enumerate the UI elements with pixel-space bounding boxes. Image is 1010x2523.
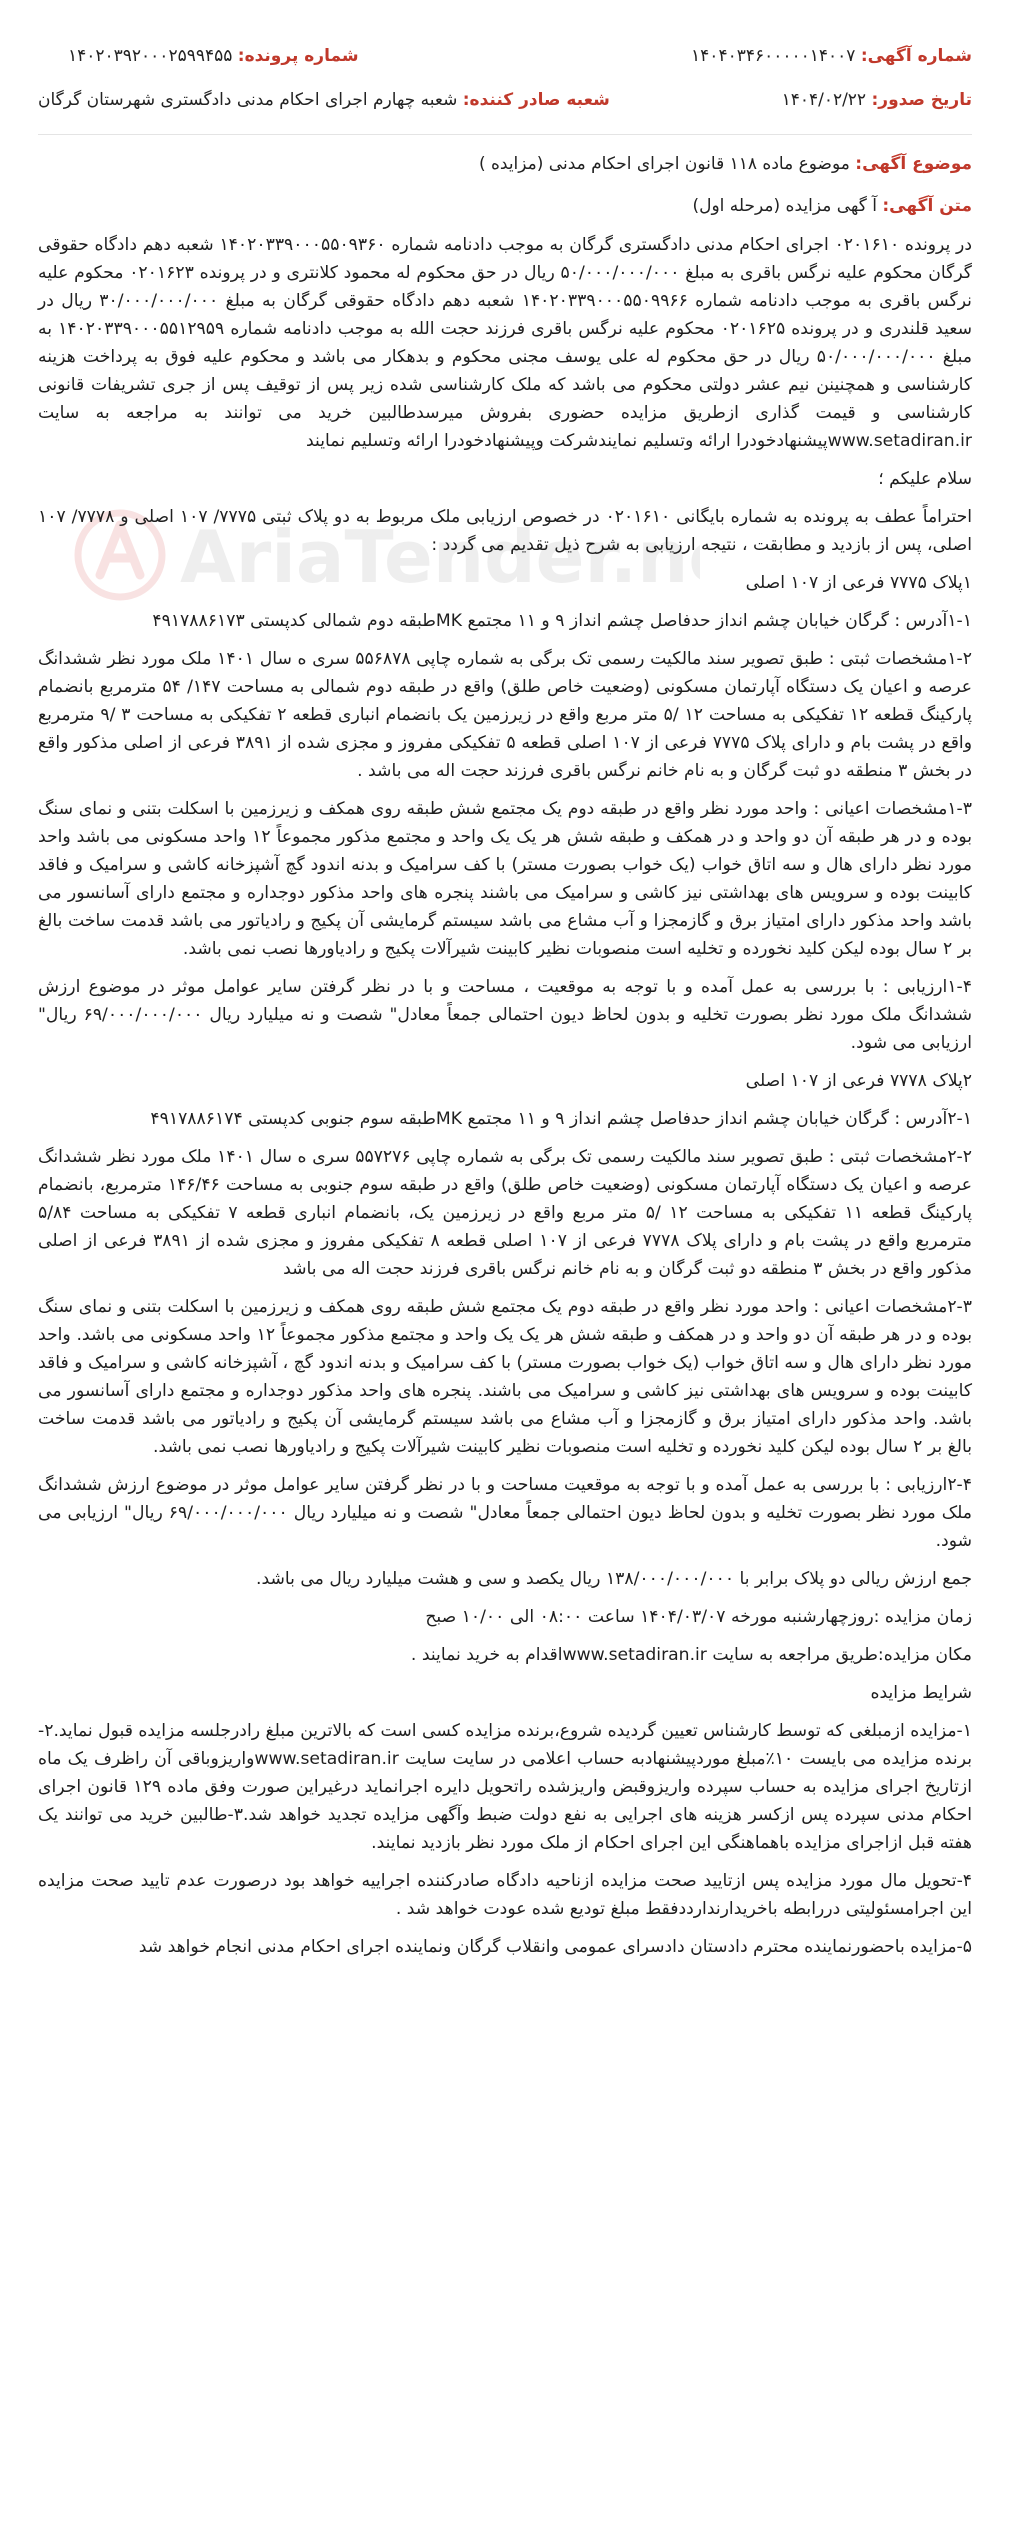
plot-2-valuation: ۲-۴ارزیابی : با بررسی به عمل آمده و با توجه به موقعیت مساحت و با در نظر گرفتن سایر عوامل موثر در موضوع ارزش ششدانگ ملک مورد نظر بصورت تخلیه و بدون لحاظ دیون احتمالی جمعاً معادل" شصت و نه میلیارد ریال ۶۹/۰۰۰/۰۰۰/۰۰۰ ریال" ارزیابی می شود. bbox=[38, 1475, 972, 1551]
auction-conditions-title: شرایط مزایده bbox=[870, 1683, 972, 1703]
ad-number-value: ۱۴۰۴۰۳۴۶۰۰۰۰۰۱۴۰۰۷ bbox=[691, 46, 856, 66]
case-number-label: شماره پرونده: bbox=[237, 46, 359, 66]
ad-number bbox=[691, 40, 972, 72]
issuing-branch-label: شعبه صادر کننده: bbox=[462, 90, 610, 110]
notice-body bbox=[38, 231, 972, 1961]
header-divider bbox=[38, 134, 972, 135]
plot-2-registration: ۲-۲مشخصات ثبتی : طبق تصویر سند مالکیت رسمی تک برگی به شماره چاپی ۵۵۷۲۷۶ سری ه سال ۱۴۰۱ ملک مورد نظر ششدانگ عرصه و اعیان یک دستگاه آپارتمان مسکونی (وضعیت خاص طلق) واقع در طبقه سوم جنوبی به مساحت ۱۴۶/۴۶ مترمربع، بانضمام پارکینگ قطعه ۱۱ تفکیکی به مساحت ۱۲ /۵ متر مربع واقع در زیرزمین یک، بانضمام انباری قطعه ۷ تفکیکی به مساحت ۵/۸۴ مترمربع واقع در پشت بام و دارای پلاک ۷۷۷۸ فرعی از ۱۰۷ اصلی قطعه ۸ تفکیکی مفروز و مجزی شده از ۳۸۹۱ فرعی از اصلی مذکور واقع در بخش ۳ منطقه دو ثبت گرگان و به نام خانم نرگس باقری فرزند حجت اله می باشد bbox=[38, 1147, 972, 1279]
watermark-text: AriaTender.n bbox=[180, 515, 689, 599]
plot-1-address: ۱-۱آدرس : گرگان خیابان چشم انداز حدفاصل چشم انداز ۹ و ۱۱ مجتمع MKطبقه دوم شمالی کدپستی ۴۹۱۷۸۸۶۱۷۳ bbox=[152, 611, 972, 631]
auction-condition-5: ۵-مزایده باحضورنماینده محترم دادستان دادسرای عمومی وانقلاب گرگان ونماینده اجرای احکام مدنی انجام خواهد شد bbox=[138, 1937, 972, 1957]
issuing-branch-value: شعبه چهارم اجرای احکام مدنی دادگستری شهرستان گرگان bbox=[38, 90, 458, 110]
subject-label: موضوع آگهی: bbox=[855, 154, 972, 174]
case-number bbox=[68, 40, 359, 72]
body-paragraph-reference: احتراماً عطف به پرونده به شماره بایگانی ۰۲۰۱۶۱۰ در خصوص ارزیابی ملک مربوط به دو پلاک ثبتی ۷۷۷۵/ ۱۰۷ اصلی و ۷۷۷۸/ ۱۰۷ اصلی، پس از بازدید و مطابقت ، نتیجه ارزیابی به شرح ذیل تقدیم می گردد : bbox=[38, 507, 973, 555]
total-value: جمع ارزش ریالی دو پلاک برابر با ۱۳۸/۰۰۰/۰۰۰/۰۰۰ ریال یکصد و سی و هشت میلیارد ریال می باشد. bbox=[255, 1569, 972, 1589]
auction-condition-4: ۴-تحویل مال مورد مزایده پس ازتایید صحت مزایده ازناحیه دادگاه صادرکننده اجراییه خواهد بود درصورت عدم تایید صحت مزایده این اجرامسئولیتی دررابطه باخریدارندارددفقط مبلغ تودیع شده عودت خواهد شد . bbox=[38, 1871, 972, 1919]
subject-line bbox=[38, 149, 972, 179]
body-paragraph-greeting: سلام علیکم ؛ bbox=[878, 469, 972, 489]
plot-2-title: ۲پلاک ۷۷۷۸ فرعی از ۱۰۷ اصلی bbox=[745, 1071, 972, 1091]
notice-header bbox=[38, 0, 972, 116]
auction-condition-1-3: ۱-مزایده ازمبلغی که توسط کارشناس تعیین گردیده شروع،برنده مزایده کسی است که بالاترین مبلغ رادرجلسه مزایده قبول نماید.۲-برنده مزایده می بایست ۱۰٪مبلغ موردپیشنهادبه حساب اعلامی در سایت سایت www.setadiran.irواریزوباقی آن راظرف یک ماه ازتاریخ اجرای مزایده به حساب سپرده واریزوقبض واریزشده راتحویل دایره اجرانماید درغیراین صورت وفق ماده ۱۲۹ قانون اجرای احکام مدنی سپرده پس ازکسر هزینه های اجرایی به نفع دولت ضبط وآگهی مزایده تجدید خواهد شد.۳-طالبین خرید می توانند یک هفته قبل ازاجرای مزایده باهماهنگی این اجرای احکام از ملک مورد نظر بازدید نمایند. bbox=[38, 1721, 972, 1853]
plot-1-valuation: ۱-۴ارزیابی : با بررسی به عمل آمده و با توجه به موقعیت ، مساحت و با در نظر گرفتن سایر عوامل موثر در موضوع ارزش ششدانگ ملک مورد نظر بصورت تخلیه و بدون لحاظ دیون احتمالی جمعاً معادل" شصت و نه میلیارد ریال ۶۹/۰۰۰/۰۰۰/۰۰۰ ریال" ارزیابی می شود. bbox=[38, 977, 972, 1053]
ad-text-line bbox=[38, 191, 972, 221]
issuing-branch bbox=[38, 84, 610, 116]
meta-row-2 bbox=[38, 84, 972, 116]
auction-time: زمان مزایده :روزچهارشنبه مورخه ۱۴۰۴/۰۳/۰۷ ساعت ۰۸:۰۰ الی ۱۰/۰۰ صبح bbox=[425, 1607, 972, 1627]
plot-1-registration: ۱-۲مشخصات ثبتی : طبق تصویر سند مالکیت رسمی تک برگی به شماره چاپی ۵۵۶۸۷۸ سری ه سال ۱۴۰۱ ملک مورد نظر ششدانگ عرصه و اعیان یک دستگاه آپارتمان مسکونی (وضعیت خاص طلق) واقع در طبقه دوم شمالی به مساحت ۱۴۷/ ۵۴ مترمربع بانضمام پارکینگ قطعه ۱۲ تفکیکی به مساحت ۱۲ /۵ متر مربع واقع در زیرزمین یک بانضمام انباری قطعه ۲ تفکیکی به مساحت ۳ /۹ مترمربع واقع در پشت بام و دارای پلاک ۷۷۷۵ فرعی از ۱۰۷ اصلی قطعه ۵ تفکیکی مفروز و مجزی شده از ۳۸۹۱ فرعی از اصلی مذکور واقع در بخش ۳ منطقه دو ثبت گرگان و به نام خانم نرگس باقری فرزند حجت اله می باشد . bbox=[38, 649, 973, 781]
auction-place: مکان مزایده:طریق مراجعه به سایت www.setadiran.irاقدام به خرید نمایند . bbox=[410, 1645, 972, 1665]
subject-value: موضوع ماده ۱۱۸ قانون اجرای احکام مدنی (مزایده ) bbox=[478, 154, 850, 174]
body-paragraph-intro: در پرونده ۰۲۰۱۶۱۰ اجرای احکام مدنی دادگستری گرگان به موجب دادنامه شماره ۱۴۰۲۰۳۳۹۰۰۰۵۵۰۹۳۶۰ شعبه دهم دادگاه حقوقی گرگان محکوم علیه نرگس باقری به مبلغ ۵۰/۰۰۰/۰۰۰/۰۰۰ ریال در حق محکوم له محمود کلانتری و در پرونده ۰۲۰۱۶۲۳ محکوم علیه نرگس باقری به موجب دادنامه شماره ۱۴۰۲۰۳۳۹۰۰۰۵۵۰۹۹۶۶ شعبه دهم دادگاه حقوقی گرگان به مبلغ ۳۰/۰۰۰/۰۰۰/۰۰۰ ریال در سعید قلندری و در پرونده ۰۲۰۱۶۲۵ محکوم علیه نرگس باقری فرزند حجت الله به موجب دادنامه شماره ۱۴۰۲۰۳۳۹۰۰۰۵۵۱۲۹۵۹ به مبلغ ۵۰/۰۰۰/۰۰۰/۰۰۰ ریال در حق محکوم له علی یوسف مجنی محکوم و بدهکار می باشد و محکوم علیه فوق به پرداخت هزینه کارشناسی و همچنینن نیم عشر دولتی محکوم می باشد که ملک کارشناسی شده زیر پس از توقیف پس از جری تشریفات قانونی کارشناسی و قیمت گذاری ازطریق مزایده حضوری بفروش میرسدطالبین خرید می توانند به مراجعه به سایت www.setadiran.irپیشنهادخودرا ارائه وتسلیم نمایندشرکت وپیشنهادخودرا ارائه وتسلیم نمایند bbox=[38, 235, 972, 451]
issue-date-value: ۱۴۰۴/۰۲/۲۲ bbox=[781, 90, 867, 110]
plot-2-building: ۲-۳مشخصات اعیانی : واحد مورد نظر واقع در طبقه دوم یک مجتمع شش طبقه روی همکف و زیرزمین با اسکلت بتنی و نمای سنگ بوده و در هر طبقه آن دو واحد و در همکف و طبقه شش هر یک یک واحد و مجتمع مذکور مجموعاً ۱۲ واحد مسکونی می باشد. واحد مورد نظر دارای هال و سه اتاق خواب (یک خواب بصورت مستر) با کف سرامیک و بدنه اندود گچ ، آشپزخانه کاشی و سرامیک و فاقد کابینت بوده و سرویس های بهداشتی نیز کاشی و سرامیک می باشند. پنجره های واحد مذکور دوجداره و مجتمع دارای آسانسور می باشد. واحد مذکور دارای امتیاز برق و گازمجزا و آب مشاع می باشد سیستم گرمایشی آن پکیج و رادیاتور می باشد قدمت ساخت بالغ بر ۲ سال بوده لیکن کلید نخورده و تخلیه است منصوبات نظیر کابینت شیرآلات پکیج و رادیاورها نصب نمی باشد. bbox=[38, 1297, 972, 1457]
case-number-value: ۱۴۰۲۰۳۹۲۰۰۰۲۵۹۹۴۵۵ bbox=[68, 46, 233, 66]
ad-number-label: شماره آگهی: bbox=[860, 46, 972, 66]
plot-1-title: ۱پلاک ۷۷۷۵ فرعی از ۱۰۷ اصلی bbox=[745, 573, 972, 593]
ad-text-value: آ گهی مزایده (مرحله اول) bbox=[692, 196, 877, 216]
plot-2-address: ۲-۱آدرس : گرگان خیابان چشم انداز حدفاصل چشم انداز ۹ و ۱۱ مجتمع MKطبقه سوم جنوبی کدپستی ۴۹۱۷۸۸۶۱۷۴ bbox=[150, 1109, 972, 1129]
meta-row-1 bbox=[38, 40, 972, 72]
issue-date-label: تاریخ صدور: bbox=[871, 90, 972, 110]
plot-1-building: ۱-۳مشخصات اعیانی : واحد مورد نظر واقع در طبقه دوم یک مجتمع شش طبقه روی همکف و زیرزمین با اسکلت بتنی و نمای سنگ بوده و در هر طبقه آن دو واحد و در همکف و طبقه شش هر یک یک واحد و مجتمع مذکور مجموعاً ۱۲ واحد مسکونی می باشد واحد مورد نظر دارای هال و سه اتاق خواب (یک خواب بصورت مستر) با کف سرامیک و بدنه اندود گچ آشپزخانه کاشی و سرامیک و فاقد کابینت بوده و سرویس های بهداشتی نیز کاشی و سرامیک می باشند پنجره های واحد مذکور دوجداره و مجتمع دارای آسانسور می باشد واحد مذکور دارای امتیاز برق و گازمجزا و آب مشاع می باشد سیستم گرمایشی آن پکیج و رادیاتور می باشد قدمت ساخت بالغ بر ۲ سال بوده لیکن کلید نخورده و تخلیه است منصوبات نظیر کابینت شیرآلات پکیج و رادیاورها نصب نمی باشد. bbox=[38, 799, 972, 959]
issue-date bbox=[782, 84, 972, 116]
ad-text-label: متن آگهی: bbox=[882, 196, 972, 216]
